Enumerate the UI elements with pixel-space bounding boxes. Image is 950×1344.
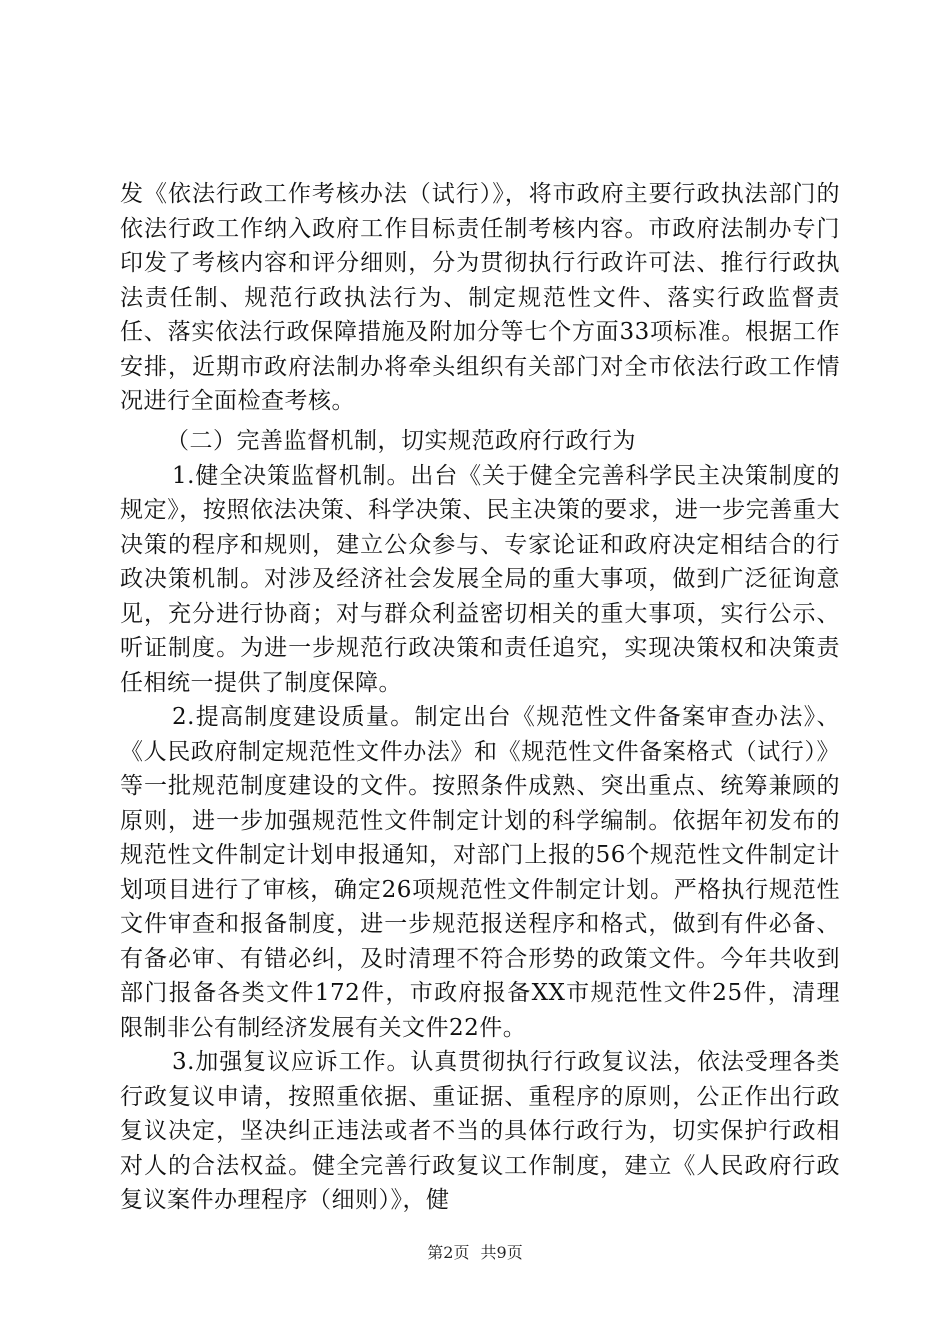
section-heading: （二）完善监督机制，切实规范政府行政行为 xyxy=(166,428,636,454)
intro-paragraph: 发《依法行政工作考核办法（试行）》，将市政府主要行政执法部门的依法行政工作纳入政府工作目标责任制考核内容。市政府法制办专门印发了考核内容和评分细则，分为贯彻执行行政许可法、推行行政执法责任制、规范行政执法行为、制定规范性文件、落实行政监督责任、落实依法行政保障措施及附加分等七个方面33项标准。根据工作安排，近期市政府法制办将牵头组织有关部门对全市依法行政工作情况进行全面检查考核。 xyxy=(120,181,840,414)
page-number: 第2页 xyxy=(427,1243,470,1262)
intro-block xyxy=(120,177,840,419)
paragraph-system-quality: 2.提高制度建设质量。制定出台《规范性文件备案审查办法》、《人民政府制定规范性文件办法》和《规范性文件备案格式（试行）》等一批规范制度建设的文件。按照条件成熟、突出重点、统筹兼顾的原则，进一步加强规范性文件制定计划的科学编制。依据年初发布的规范性文件制定计划申报通知，对部门上报的56个规范性文件制定计划项目进行了审核，确定26项规范性文件制定计划。严格执行规范性文件审查和报备制度，进一步规范报送程序和格式，做到有件必备、有备必审、有错必纠，及时清理不符合形势的政策文件。今年共收到部门报备各类文件172件，市政府报备XX市规范性文件25件，清理限制非公有制经济发展有关文件22件。 xyxy=(120,704,840,1041)
section-block xyxy=(120,424,840,1218)
page-footer xyxy=(0,1240,950,1263)
paragraph-decision-supervision: 1.健全决策监督机制。出台《关于健全完善科学民主决策制度的规定》，按照依法决策、科学决策、民主决策的要求，进一步完善重大决策的程序和规则，建立公众参与、专家论证和政府决定相结合的行政决策机制。对涉及经济社会发展全局的重大事项，做到广泛征询意见，充分进行协商；对与群众利益密切相关的重大事项，实行公示、听证制度。为进一步规范行政决策和责任追究，实现决策权和决策责任相统一提供了制度保障。 xyxy=(120,462,840,696)
page-total: 共9页 xyxy=(480,1243,523,1262)
paragraph-review-litigation: 3.加强复议应诉工作。认真贯彻执行行政复议法，依法受理各类行政复议申请，按照重依据、重证据、重程序的原则，公正作出行政复议决定，坚决纠正违法或者不当的具体行政行为，切实保护行政相对人的合法权益。健全完善行政复议工作制度，建立《人民政府行政复议案件办理程序（细则）》，健 xyxy=(120,1049,840,1213)
